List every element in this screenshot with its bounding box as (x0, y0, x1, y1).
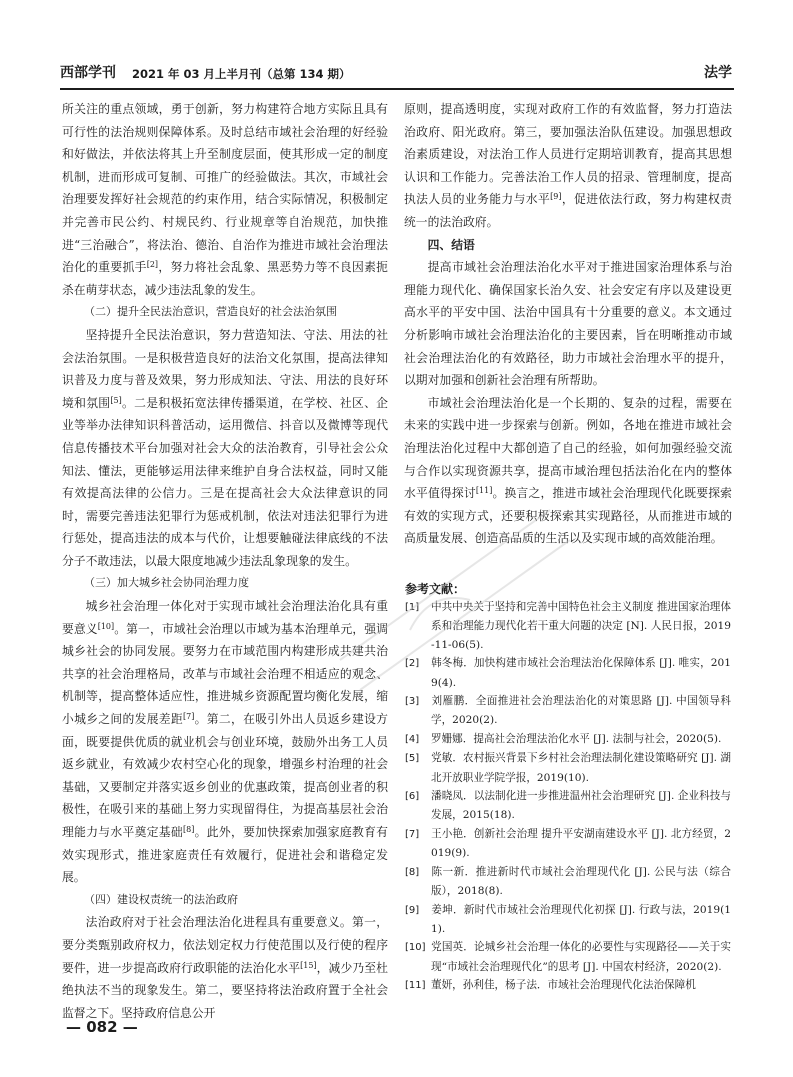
header-rule (60, 88, 734, 90)
subheading-3: （三）加大城乡社会协同治理力度 (84, 576, 249, 590)
reference-item: [11] 董妍，孙利佳，杨子法．市域社会治理现代化法治保障机 (405, 979, 696, 992)
references-list (405, 598, 731, 996)
journal-logo: 西部学刊 (60, 65, 116, 81)
citation: [8] (183, 825, 195, 834)
citation: [5] (110, 395, 122, 405)
reference-item: [6] 潘晓凤．以法制化进一步推进温州社会治理研究 [J]. 企业科技与发展，2015(18). (405, 790, 731, 822)
left-column (62, 98, 388, 1024)
page-number: — 082 — (66, 1018, 138, 1036)
paragraph: 原则，提高透明度，实现对政府工作的有效监督，努力打造法治政府、阳光政府。第三，要加强法治队伍建设。加强思想政治素质建设，对法治工作人员进行定期培训教育，提高其思想认识和工作能力。完善法治工作人员的招录、管理制度，提高执法人员的业务能力与水平[9]，促进依法行政，努力构建权责统一的法治政府。 (404, 102, 732, 229)
paragraph: 城乡社会治理一体化对于实现市域社会治理法治化具有重要意义[10]。第一，市域社会治理以市域为基本治理单元，强调城乡社会的协同发展。要努力在市域范围内构建形成共建共治共享的社会治理格局，改革与市域社会治理不相适应的观念、机制等，提高整体适应性，推进城乡资源配置均衡化发展，缩小城乡之间的发展差距[7]。第二，在吸引外出人员返乡建设方面，既要提供优质的就业机会与创业环境，鼓励外出务工人员返乡就业，有效减少农村空心化的现象，增强乡村治理的社会基础，又要制定并落实返乡创业的优惠政策，提高创业者的积极性，在吸引来的基础上努力实现留得住，为提高基层社会治理能力与水平奠定基础[8]。此外，要加快探索加强家庭教育有效实现形式，推进家庭责任有效履行，促进社会和谐稳定发展。 (62, 599, 388, 885)
reference-item: [7] 王小艳．创新社会治理 提升平安湖南建设水平 [J]. 北方经贸，2019(9). (405, 827, 731, 860)
right-column (404, 98, 732, 550)
reference-item: [1] 中共中央关于坚持和完善中国特色社会主义制度 推进国家治理体系和治理能力现代化若干重大问题的决定 [N]. 人民日报，2019-11-06(5). (405, 601, 731, 651)
citation: [9] (550, 192, 562, 202)
journal-issue: 2021 年 03 月上半月刊（总第 134 期） (132, 67, 351, 81)
citation: [7] (183, 712, 195, 722)
paragraph: 法治政府对于社会治理法治化进程具有重要意义。第一，要分类甄别政府权力，依法划定权力行使范围以及行使的程序要件，进一步提高政府行政职能的法治化水平[15]，减少乃至杜绝执法不当的现象发生。第二，要坚持将法治政府置于全社会监督之下。坚持政府信息公开 (62, 915, 388, 1020)
reference-item: [9] 姜坤．新时代市域社会治理现代化初探 [J]. 行政与法，2019(11). (405, 903, 731, 935)
paragraph: 所关注的重点领域，勇于创新，努力构建符合地方实际且具有可行性的法治规则保障体系。及时总结市域社会治理的好经验和好做法，并依法将其上升至制度层面，使其形成一定的制度机制，进而形成可复制、可推广的经验做法。其次，市域社会治理要发挥好社会规范的约束作用，结合实际情况，积极制定并完善市民公约、村规民约、行业规章等自治规范，加快推进“三治融合”，将法治、德治、自治作为推进市域社会治理法治化的重要抓手[2]，努力将社会乱象、黑恶势力等不良因素扼杀在萌芽状态，减少违法乱象的发生。 (62, 102, 388, 297)
reference-item: [3] 刘雁鹏．全面推进社会治理法治化的对策思路 [J]. 中国领导科学，2020(2). (405, 695, 731, 727)
section-heading-conclusion: 四、结语 (427, 237, 475, 252)
subheading-2: （二）提升全民法治意识，营造良好的社会法治氛围 (84, 305, 337, 319)
citation: [15] (300, 960, 317, 970)
paragraph: 提高市域社会治理法治化水平对于推进国家治理体系与治理能力现代化、确保国家长治久安、社会安定有序以及建设更高水平的平安中国、法治中国具有十分重要的意义。本文通过分析影响市域社会治理法治化的主要因素，旨在明晰推动市域社会治理法治化的有效路径，助力市域社会治理水平的提升，以期对加强和创新社会治理有所帮助。 (404, 260, 732, 388)
section-name: 法学 (704, 65, 732, 81)
reference-item: [10] 党国英．论城乡社会治理一体化的必要性与实现路径——关于实现“市域社会治理现代化”的思考 [J]. 中国农村经济，2020(2). (405, 941, 731, 973)
page-header (60, 64, 732, 86)
citation: [11] (475, 486, 493, 496)
reference-item: [4] 罗姗娜．提高社会治理法治化水平 [J]. 法制与社会，2020(5). (405, 732, 722, 745)
paragraph: 市域社会治理法治化是一个长期的、复杂的过程，需要在未来的实践中进一步探索与创新。例如，各地在推进市域社会治理法治化过程中大都创造了自己的经验，如何加强经验交流与合作以实现资源共享，提高市域治理包括法治化在内的整体水平值得探讨[11]。换言之，推进市域社会治理现代化既要探索有效的实现方式，还要积极探索其实现路径，从而推进市域的高质量发展、创造高品质的生活以及实现市域的高效能治理。 (404, 395, 732, 546)
paragraph: 坚持提升全民法治意识，努力营造知法、守法、用法的社会法治氛围。一是积极营造良好的法治文化氛围，提高法律知识普及力度与普及效果，努力形成知法、守法、用法的良好环境和氛围[5]。二是积极拓宽法律传播渠道，在学校、社区、企业等举办法律知识科普活动，运用微信、抖音以及微博等现代信息传播技术平台加强对社会大众的法治教育，引导社会公众知法、懂法，更能够运用法律来维护自身合法权益，同时又能有效提高法律的公信力。三是在提高社会大众法律意识的同时，需要完善违法犯罪行为惩戒机制，依法对违法犯罪行为进行惩处，提高违法的成本与代价，让想要触碰法律底线的不法分子不敢违法，以最大限度地减少违法乱象现象的发生。 (62, 327, 388, 568)
subheading-4: （四）建设权责统一的法治政府 (84, 892, 238, 906)
reference-item: [8] 陈一新．推进新时代市域社会治理现代化 [J]. 公民与法（综合版），2018(8). (405, 865, 731, 898)
reference-item: [5] 党敏．农村振兴背景下乡村社会治理法制化建设策略研究 [J]. 湖北开放职业学院学报，2019(10). (405, 752, 731, 784)
citation: [10] (97, 621, 115, 631)
reference-item: [2] 韩冬梅．加快构建市域社会治理法治化保障体系 [J]. 唯实，2019(4). (405, 657, 731, 689)
references-title: 参考文献： (405, 582, 466, 596)
citation: [2] (146, 260, 159, 270)
